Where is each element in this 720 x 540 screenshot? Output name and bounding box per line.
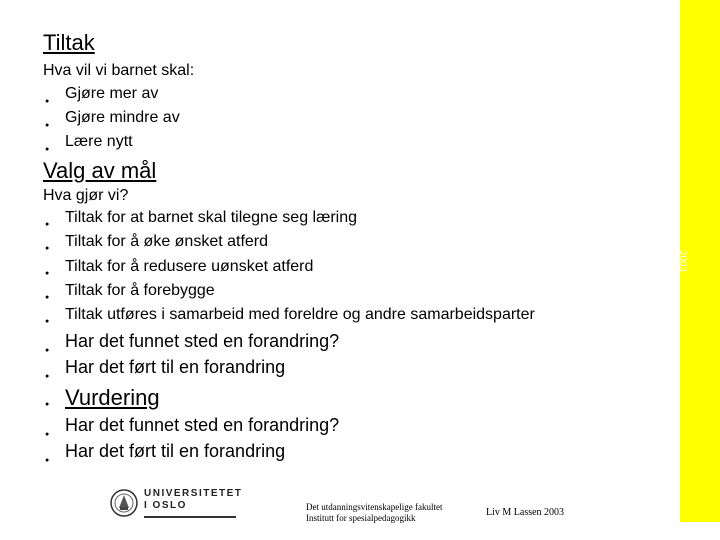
bullet-icon: ● <box>45 401 50 408</box>
evaluation-question-item: Har det ført til en forandring <box>65 441 286 461</box>
measure-item: Tiltak for å øke ønsket atferd <box>65 233 269 250</box>
bullet-icon: ● <box>45 122 50 129</box>
measure-item: Tiltak utføres i samarbeid med foreldre og andre samarbeidsparter <box>65 306 535 323</box>
bullet-icon: ● <box>45 457 50 464</box>
question-text: Hva gjør vi? <box>43 187 129 204</box>
intro-text: Hva vil vi barnet skal: <box>43 62 195 79</box>
measure-item: Tiltak for at barnet skal tilegne seg læring <box>65 209 357 226</box>
section-title: Valg av mål <box>43 158 157 183</box>
faculty-line: Det utdanningsvitenskapelige fakultet <box>306 502 443 512</box>
logo-underline <box>144 516 236 518</box>
footer-faculty <box>306 502 442 524</box>
goal-item: Gjøre mer av <box>65 85 159 102</box>
bullet-icon: ● <box>45 221 50 228</box>
logo-text-line2: I OSLO <box>144 500 187 511</box>
measure-item: Tiltak for å redusere uønsket atferd <box>65 258 314 275</box>
institute-line: Institutt for spesialpedagogikk <box>306 513 416 523</box>
evaluation-question-item: Har det funnet sted en forandring? <box>65 415 340 435</box>
goal-item: Gjøre mindre av <box>65 109 180 126</box>
check-question-item: Har det funnet sted en forandring? <box>65 331 340 351</box>
bullet-icon: ● <box>45 98 50 105</box>
slide-title: Tiltak <box>43 30 95 55</box>
university-logo <box>110 486 243 520</box>
bullet-icon: ● <box>45 318 50 325</box>
logo-text-line1: UNIVERSITETET <box>144 488 243 499</box>
evaluation-title: Vurdering <box>65 385 160 410</box>
measure-item: Tiltak for å forebygge <box>65 282 215 299</box>
bullet-icon: ● <box>45 373 50 380</box>
bullet-icon: ● <box>45 347 50 354</box>
seal-icon <box>110 486 138 520</box>
side-year-label: 2003 <box>677 250 689 272</box>
bullet-icon: ● <box>45 431 50 438</box>
bullet-icon: ● <box>45 294 50 301</box>
bullet-icon: ● <box>45 270 50 277</box>
check-question-item: Har det ført til en forandring <box>65 357 286 377</box>
bullet-icon: ● <box>45 146 50 153</box>
footer-author: Liv M Lassen 2003 <box>486 507 565 518</box>
goal-item: Lære nytt <box>65 133 133 150</box>
bullet-icon: ● <box>45 245 50 252</box>
